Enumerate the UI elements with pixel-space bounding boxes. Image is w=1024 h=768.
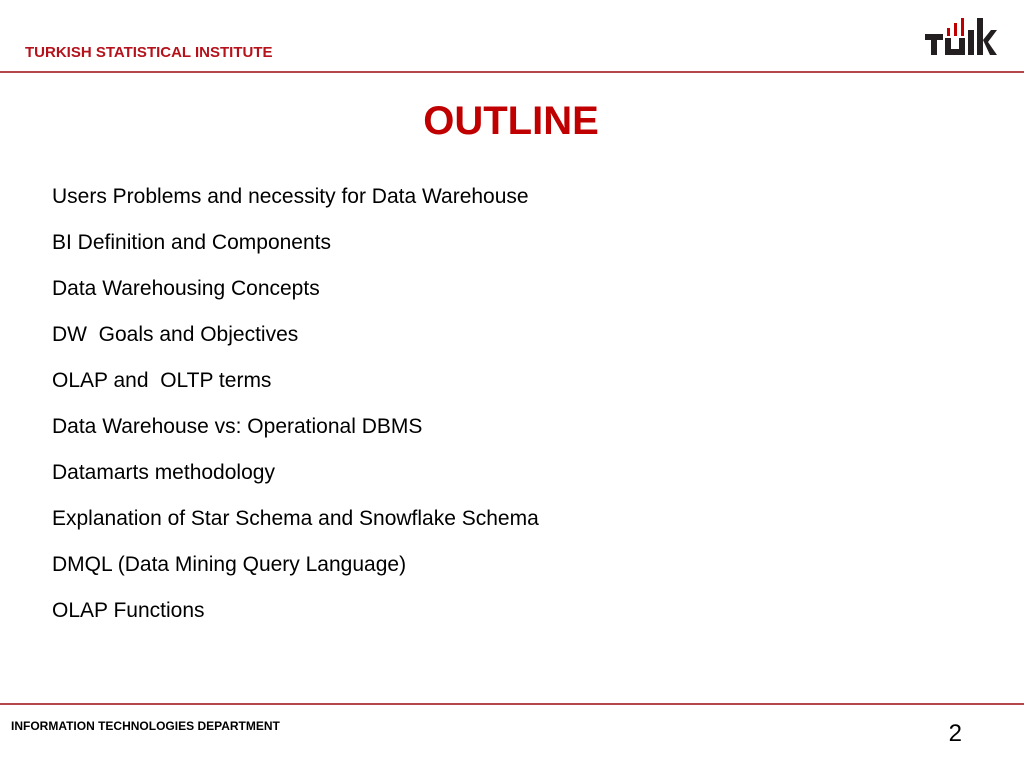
outline-list — [52, 184, 539, 644]
outline-item: Data Warehousing Concepts — [52, 277, 320, 300]
footer-divider — [0, 703, 1024, 705]
organization-name: TURKISH STATISTICAL INSTITUTE — [25, 44, 273, 61]
outline-item: OLAP and OLTP terms — [52, 369, 272, 392]
outline-item: OLAP Functions — [52, 599, 205, 622]
outline-item: Explanation of Star Schema and Snowflake Schema — [52, 507, 539, 530]
slide-title — [0, 99, 1024, 144]
outline-item: Users Problems and necessity for Data Warehouse — [52, 185, 529, 208]
outline-item: Data Warehouse vs: Operational DBMS — [52, 415, 423, 438]
outline-item: DW Goals and Objectives — [52, 323, 299, 346]
department-name: INFORMATION TECHNOLOGIES DEPARTMENT — [11, 719, 280, 733]
slide-title-text: OUTLINE — [423, 99, 599, 143]
tuik-logo-icon — [924, 14, 998, 58]
header-divider — [0, 71, 1024, 73]
outline-item: DMQL (Data Mining Query Language) — [52, 553, 407, 576]
outline-item: BI Definition and Components — [52, 231, 331, 254]
page-number: 2 — [948, 720, 962, 747]
outline-item: Datamarts methodology — [52, 461, 275, 484]
